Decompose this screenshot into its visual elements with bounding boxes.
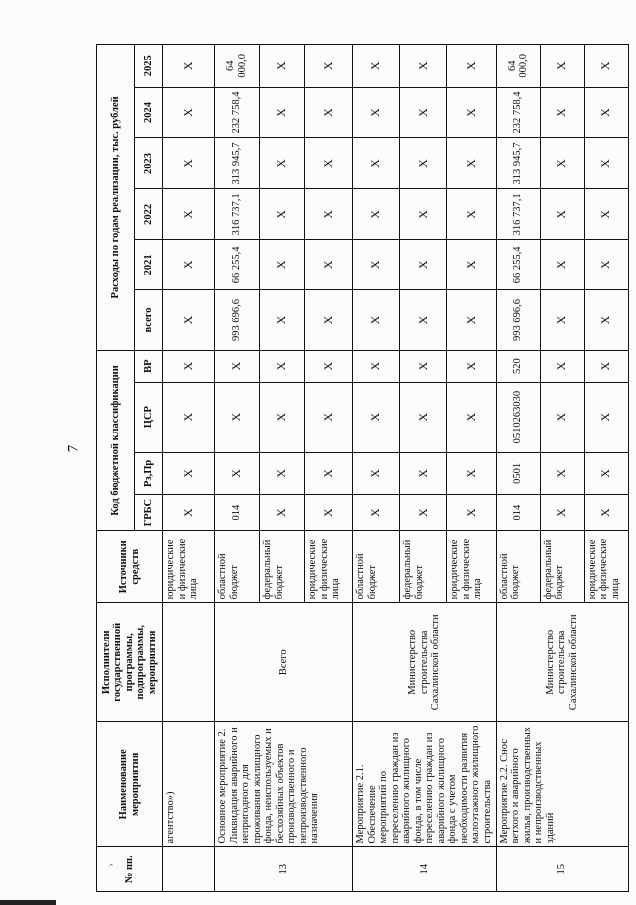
cell-grbs: Х <box>584 495 628 531</box>
cell-csr: Х <box>584 382 628 452</box>
cell-2022: 316 737,1 <box>496 189 540 240</box>
cell-2024: Х <box>540 87 584 138</box>
cell-2021: Х <box>260 240 305 290</box>
cell-executor <box>163 603 215 722</box>
cell-rzpr: Х <box>447 452 496 494</box>
cell-2024: Х <box>400 87 447 138</box>
scan-edge-stripe <box>0 900 56 905</box>
cell-2025: Х <box>584 45 628 88</box>
funding-source: юридические и физические лица <box>584 531 628 603</box>
cell-2024: Х <box>305 87 353 138</box>
cell-2024: Х <box>584 87 628 138</box>
cell-grbs: 014 <box>496 495 540 531</box>
table-row-15-regional <box>496 45 540 892</box>
cell-value: Х <box>163 350 215 382</box>
header-num: № пп. <box>97 847 163 892</box>
table-row-continuation <box>163 45 215 892</box>
cell-2023: 313 945,7 <box>215 138 260 189</box>
measure-name: Мероприятие 2.1. Обеспечение мероприятий по переселению граждан из аварийного жилищного фонда, в том числе переселению граждан из аварийного жилищного фонда с учетом необходимости развития малоэтажного жилищного строительства <box>353 722 497 847</box>
cell-value: Х <box>163 45 215 88</box>
page-number: 7 <box>65 444 82 453</box>
cell-vr: 520 <box>496 350 540 382</box>
rotated-table-container <box>96 44 621 892</box>
cell-total: Х <box>305 290 353 350</box>
cell-total: Х <box>260 290 305 350</box>
funding-source: юридические и физические лица <box>447 531 496 603</box>
cell-2023: Х <box>540 138 584 189</box>
cell-2022: Х <box>400 189 447 240</box>
header-rzpr: Рз,Пр <box>135 452 163 494</box>
cell-csr: Х <box>305 382 353 452</box>
cell-rzpr: 0501 <box>496 452 540 494</box>
cell-rzpr: Х <box>540 452 584 494</box>
cell-2022: Х <box>447 189 496 240</box>
cell-2025: Х <box>447 45 496 88</box>
cell-2021: 66 255,4 <box>215 240 260 290</box>
executor: Всего <box>215 603 353 722</box>
cell-rzpr: Х <box>260 452 305 494</box>
cell-value: Х <box>163 382 215 452</box>
cell-value: Х <box>163 495 215 531</box>
cell-total: Х <box>540 290 584 350</box>
cell-2023: Х <box>447 138 496 189</box>
cell-csr: Х <box>260 382 305 452</box>
header-2023: 2023 <box>135 138 163 189</box>
cell-grbs: Х <box>400 495 447 531</box>
header-name: Наименование мероприятия <box>97 722 163 847</box>
funding-source: федеральный бюджет <box>260 531 305 603</box>
cell-total: Х <box>447 290 496 350</box>
row-number: 14 <box>353 847 497 892</box>
cell-csr: 0510263030 <box>496 382 540 452</box>
cell-value: Х <box>163 290 215 350</box>
cell-vr: Х <box>447 350 496 382</box>
cell-csr: Х <box>215 382 260 452</box>
cell-2025: Х <box>260 45 305 88</box>
cell-2021: Х <box>447 240 496 290</box>
cell-2022: 316 737,1 <box>215 189 260 240</box>
cell-2021: Х <box>540 240 584 290</box>
cell-vr: Х <box>353 350 400 382</box>
header-code-group: Код бюджетной классификации <box>97 350 135 530</box>
cell-rzpr: Х <box>353 452 400 494</box>
funding-source: областной бюджет <box>353 531 400 603</box>
cell-2023: Х <box>353 138 400 189</box>
cell-2023: Х <box>400 138 447 189</box>
cell-grbs: Х <box>353 495 400 531</box>
row-number: 15 <box>496 847 628 892</box>
header-executor: Исполнители государственной программы, подпрограммы, мероприятия <box>97 603 163 722</box>
cell-2021: Х <box>353 240 400 290</box>
cell-total: Х <box>353 290 400 350</box>
cell-csr: Х <box>447 382 496 452</box>
cell-2025: 64 000,0 <box>215 45 260 88</box>
cell-vr: Х <box>540 350 584 382</box>
cell-2023: Х <box>584 138 628 189</box>
cell-2021: Х <box>400 240 447 290</box>
cell-total: 993 696,6 <box>215 290 260 350</box>
cell-rzpr: Х <box>584 452 628 494</box>
header-expenses-group: Расходы по годам реализации, тыс. рублей <box>97 45 135 351</box>
cell-2025: Х <box>305 45 353 88</box>
measure-name: Основное мероприятие 2. Ликвидация аварийного и непригодного для проживания жилищного фонда, неиспользуемых и бесхозяйных объектов производственного и непроизводственного назначения <box>215 722 353 847</box>
cell-2022: Х <box>353 189 400 240</box>
cell-2024: Х <box>447 87 496 138</box>
header-2022: 2022 <box>135 189 163 240</box>
cell-csr: Х <box>353 382 400 452</box>
header-2024: 2024 <box>135 87 163 138</box>
cell-grbs: Х <box>260 495 305 531</box>
cell-grbs: Х <box>540 495 584 531</box>
cell-2022: Х <box>260 189 305 240</box>
header-source: Источники средств <box>97 531 163 603</box>
cell-2025: Х <box>540 45 584 88</box>
cell-vr: Х <box>260 350 305 382</box>
cell-2023: 313 945,7 <box>496 138 540 189</box>
cell-total: Х <box>584 290 628 350</box>
header-vr: ВР <box>135 350 163 382</box>
cell-vr: Х <box>215 350 260 382</box>
cell-total: Х <box>400 290 447 350</box>
cell-2024: 232 758,4 <box>215 87 260 138</box>
expenses-table <box>96 44 629 892</box>
funding-source: федеральный бюджет <box>400 531 447 603</box>
cell-2022: Х <box>584 189 628 240</box>
cell-rzpr: Х <box>400 452 447 494</box>
cell-vr: Х <box>584 350 628 382</box>
executor: Министерство строительства Сахалинской области <box>496 603 628 722</box>
cell-2025: Х <box>400 45 447 88</box>
cell-value: Х <box>163 452 215 494</box>
cell-2024: 232 758,4 <box>496 87 540 138</box>
funding-source: областной бюджет <box>496 531 540 603</box>
header-2021: 2021 <box>135 240 163 290</box>
cell-csr: Х <box>540 382 584 452</box>
measure-name: Мероприятие 2.2. Снос ветхого и аварийного жилья, производственных и непроизводственных зданий <box>496 722 628 847</box>
executor: Министерство строительства Сахалинской области <box>353 603 497 722</box>
table-row-13-regional <box>215 45 260 892</box>
header-grbs: ГРБС <box>135 495 163 531</box>
cell-name: агентство») <box>163 722 215 847</box>
cell-2024: Х <box>353 87 400 138</box>
cell-2021: Х <box>305 240 353 290</box>
cell-grbs: Х <box>305 495 353 531</box>
cell-csr: Х <box>400 382 447 452</box>
cell-vr: Х <box>305 350 353 382</box>
cell-2021: 66 255,4 <box>496 240 540 290</box>
cell-value: Х <box>163 138 215 189</box>
header-2025: 2025 <box>135 45 163 88</box>
cell-value: Х <box>163 189 215 240</box>
table-row-14-regional <box>353 45 400 892</box>
funding-source: областной бюджет <box>215 531 260 603</box>
cell-grbs: Х <box>447 495 496 531</box>
cell-2025: Х <box>353 45 400 88</box>
cell-rzpr: Х <box>305 452 353 494</box>
header-total: всего <box>135 290 163 350</box>
row-number: 13 <box>215 847 353 892</box>
cell-2022: Х <box>540 189 584 240</box>
cell-2025: 64 000,0 <box>496 45 540 88</box>
cell-vr: Х <box>400 350 447 382</box>
cell-total: 993 696,6 <box>496 290 540 350</box>
cell-num <box>163 847 215 892</box>
funding-source: юридические и физические лица <box>305 531 353 603</box>
cell-value: Х <box>163 87 215 138</box>
cell-2024: Х <box>260 87 305 138</box>
margin-mark: › <box>105 863 116 867</box>
funding-source: федеральный бюджет <box>540 531 584 603</box>
cell-value: Х <box>163 240 215 290</box>
cell-source: юридические и физические лица <box>163 531 215 603</box>
cell-2022: Х <box>305 189 353 240</box>
cell-rzpr: Х <box>215 452 260 494</box>
cell-2023: Х <box>305 138 353 189</box>
cell-grbs: 014 <box>215 495 260 531</box>
cell-2023: Х <box>260 138 305 189</box>
header-csr: ЦСР <box>135 382 163 452</box>
cell-2021: Х <box>584 240 628 290</box>
